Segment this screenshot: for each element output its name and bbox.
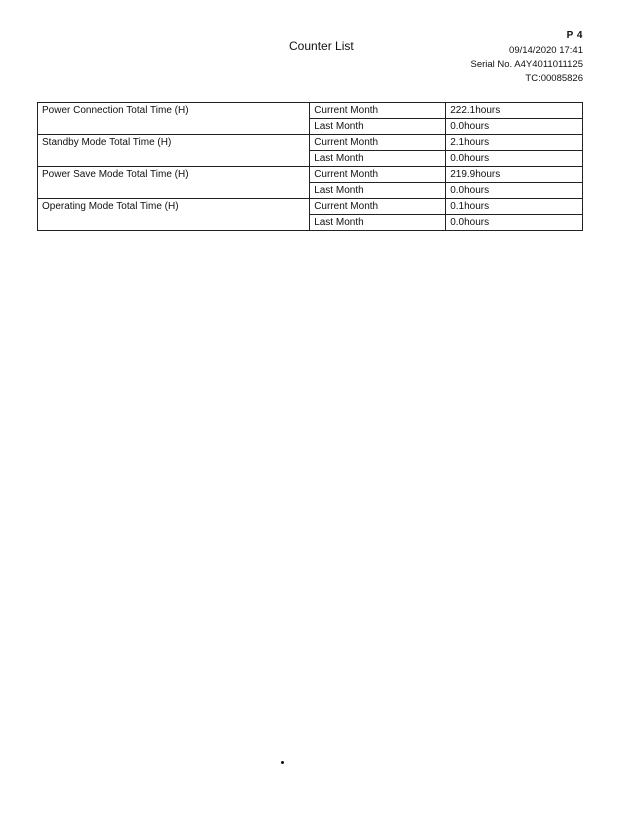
period-cell: Last Month: [310, 215, 446, 231]
period-cell: Current Month: [310, 103, 446, 119]
period-cell: Last Month: [310, 183, 446, 199]
report-datetime: 09/14/2020 17:41: [509, 45, 583, 56]
value-cell: 2.1hours: [446, 135, 583, 151]
tc-number: TC:00085826: [525, 73, 583, 84]
table-row: [38, 199, 583, 215]
table-row: [38, 103, 583, 119]
value-cell: 0.0hours: [446, 151, 583, 167]
serial-number: Serial No. A4Y4011011125: [470, 59, 583, 70]
table-row: [38, 167, 583, 183]
table-row: [38, 135, 583, 151]
category-cell: Standby Mode Total Time (H): [38, 135, 310, 167]
period-cell: Last Month: [310, 119, 446, 135]
stray-dot: [281, 761, 284, 764]
report-title: Counter List: [289, 39, 354, 53]
value-cell: 0.0hours: [446, 119, 583, 135]
category-cell: Operating Mode Total Time (H): [38, 199, 310, 231]
value-cell: 0.1hours: [446, 199, 583, 215]
page-number: P 4: [566, 30, 583, 41]
period-cell: Current Month: [310, 167, 446, 183]
period-cell: Current Month: [310, 199, 446, 215]
value-cell: 0.0hours: [446, 183, 583, 199]
value-cell: 0.0hours: [446, 215, 583, 231]
counter-table: [37, 102, 583, 231]
value-cell: 219.9hours: [446, 167, 583, 183]
value-cell: 222.1hours: [446, 103, 583, 119]
period-cell: Last Month: [310, 151, 446, 167]
category-cell: Power Connection Total Time (H): [38, 103, 310, 135]
header-meta: [470, 44, 583, 86]
category-cell: Power Save Mode Total Time (H): [38, 167, 310, 199]
period-cell: Current Month: [310, 135, 446, 151]
